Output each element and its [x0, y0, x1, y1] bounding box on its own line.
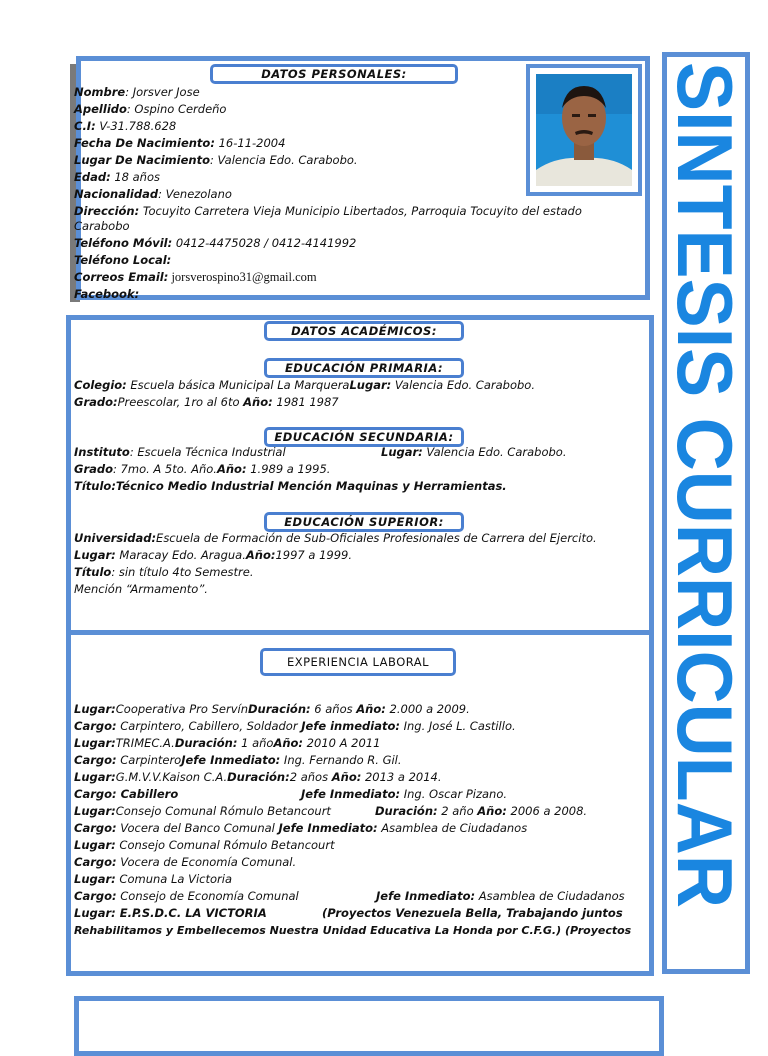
- personal-data-header-text: DATOS PERSONALES:: [261, 67, 407, 81]
- titulo-label: Título:: [74, 479, 116, 493]
- colegio-row: [74, 377, 535, 394]
- experience-header: [260, 648, 456, 676]
- exp-l5-duracion-label: Duración:: [227, 770, 290, 784]
- side-title-text: SINTESIS CURRICULAR: [661, 62, 749, 960]
- primaria-header-text: EDUCACIÓN PRIMARIA:: [284, 361, 444, 375]
- nombre-label: Nombre: [74, 85, 126, 99]
- exp-l7-value: Consejo Comunal Rómulo Betancourt: [115, 804, 331, 818]
- exp-l1-ano-label: Año:: [356, 702, 386, 716]
- exp-l5-ano: 2013 a 2014.: [361, 770, 442, 784]
- apellido-row: [74, 101, 226, 118]
- exp-l2-value: Carpintero, Cabillero, Soldador: [116, 719, 302, 733]
- exp-row-11: [74, 871, 232, 888]
- grado-value: Preescolar, 1ro al 6to: [117, 395, 244, 409]
- ci-row: [74, 118, 176, 135]
- exp-row-7: [74, 803, 331, 820]
- grado2-ano-label: Año:: [216, 462, 247, 476]
- ci-label: C.I:: [74, 119, 96, 133]
- exp-l12-value: Consejo de Economía Comunal: [116, 889, 299, 903]
- movil-value: 0412-4475028 / 0412-4141992: [172, 236, 357, 250]
- nombre-row: [74, 84, 200, 101]
- exp-l5-label: Lugar:: [74, 770, 116, 784]
- exp-l3-label: Lugar:: [74, 736, 116, 750]
- profile-photo: [536, 74, 632, 186]
- exp-row-5: [74, 769, 442, 786]
- grado-ano-label: Año:: [243, 395, 273, 409]
- secundaria-header-text: EDUCACIÓN SECUNDARIA:: [274, 430, 454, 444]
- correo-row: [74, 269, 317, 286]
- nacionalidad-row: [74, 186, 232, 203]
- uni-titulo-label: Título: [74, 565, 112, 579]
- nombre-value: : Jorsver Jose: [125, 85, 200, 99]
- direccion-value: Tocuyito Carretera Vieja Municipio Libertados, Parroquia Tocuyito del estado: [139, 204, 582, 218]
- telefono-local-row: [74, 252, 171, 269]
- correo-label: Correos Email:: [74, 270, 169, 284]
- exp-l1-duracion: 6 años: [310, 702, 357, 716]
- grado-ano-value: 1981 1987: [272, 395, 339, 409]
- academic-data-header-text: DATOS ACADÉMICOS:: [291, 324, 437, 338]
- instituto-row: [74, 444, 286, 461]
- exp-l1-label: Lugar:: [74, 702, 116, 716]
- exp-l14-value: Rehabilitamos y Embellecemos Nuestra Unidad Educativa La Honda por C.F.G.) (Proyectos: [74, 924, 632, 937]
- exp-l8-jefe-label: Jefe Inmediato:: [278, 821, 378, 835]
- exp-l5-value: G.M.V.V.Kaison C.A.: [115, 770, 228, 784]
- exp-row-13-proyectos: [322, 905, 623, 922]
- exp-row-3: [74, 735, 380, 752]
- next-section-box: [74, 996, 664, 1056]
- exp-l13-proyectos: (Proyectos Venezuela Bella, Trabajando juntos: [322, 906, 623, 920]
- fecha-label: Fecha De Nacimiento:: [74, 136, 215, 150]
- exp-l4-value: Carpintero: [116, 753, 182, 767]
- exp-l3-value: TRIMEC.A.: [115, 736, 175, 750]
- colegio-value: Escuela básica Municipal La Marquera: [126, 378, 350, 392]
- primaria-header: [264, 358, 464, 378]
- exp-l7-ano: 2006 a 2008.: [506, 804, 588, 818]
- lugar-nacimiento-value: : Valencia Edo. Carabobo.: [209, 153, 358, 167]
- movil-row: [74, 235, 356, 252]
- grado-row: [74, 394, 339, 411]
- exp-l4-label: Cargo:: [74, 753, 117, 767]
- exp-l8-value: Vocera del Banco Comunal: [116, 821, 279, 835]
- grado-label: Grado:: [74, 395, 118, 409]
- exp-l1-ano: 2.000 a 2009.: [385, 702, 470, 716]
- exp-l6-jefe-label: Jefe Inmediato:: [301, 787, 401, 801]
- mencion-value: Mención “Armamento”.: [74, 582, 208, 596]
- exp-row-6-jefe: [301, 786, 507, 803]
- fecha-row: [74, 135, 285, 152]
- superior-header-text: EDUCACIÓN SUPERIOR:: [284, 515, 444, 529]
- exp-row-2: [74, 718, 516, 735]
- exp-l11-value: Comuna La Victoria: [115, 872, 232, 886]
- nacionalidad-label: Nacionalidad: [74, 187, 159, 201]
- instituto-lugar-label: Lugar:: [381, 445, 423, 459]
- facebook-label: Facebook:: [74, 287, 140, 301]
- exp-row-9: [74, 837, 335, 854]
- exp-l2-label: Cargo:: [74, 719, 117, 733]
- edad-value: 18 años: [110, 170, 160, 184]
- grado2-row: [74, 461, 330, 478]
- apellido-label: Apellido: [74, 102, 127, 116]
- uni-ano-value: 1997 a 1999.: [275, 548, 352, 562]
- exp-l2-jefe-label: Jefe inmediato:: [301, 719, 400, 733]
- colegio-lugar-value: Valencia Edo. Carabobo.: [391, 378, 535, 392]
- exp-row-6: [74, 786, 178, 803]
- exp-l10-value: Vocera de Economía Comunal.: [116, 855, 297, 869]
- exp-l1-value: Cooperativa Pro Servín: [115, 702, 248, 716]
- titulo-value: Técnico Medio Industrial Mención Maquinas y Herramientas.: [115, 479, 507, 493]
- facebook-row: [74, 286, 139, 303]
- colegio-lugar-label: Lugar:: [349, 378, 392, 392]
- exp-l3-ano: 2010 A 2011: [303, 736, 381, 750]
- direccion-row: [74, 203, 582, 220]
- instituto-label: Instituto: [74, 445, 130, 459]
- exp-l8-label: Cargo:: [74, 821, 117, 835]
- ci-value: V-31.788.628: [95, 119, 177, 133]
- exp-l3-ano-label: Año:: [273, 736, 304, 750]
- exp-l12-label: Cargo:: [74, 889, 117, 903]
- uni-ano-label: Año:: [245, 548, 276, 562]
- exp-row-14: [74, 922, 631, 939]
- colegio-label: Colegio:: [74, 378, 127, 392]
- titulo-row: [74, 478, 507, 495]
- direccion-label: Dirección:: [74, 204, 140, 218]
- instituto-lugar: [381, 444, 567, 461]
- direccion-cont-row: [74, 218, 130, 235]
- uni-titulo-row: [74, 564, 254, 581]
- exp-row-1: [74, 701, 470, 718]
- exp-l8-jefe: Asamblea de Ciudadanos: [377, 821, 528, 835]
- exp-row-10: [74, 854, 296, 871]
- exp-l3-duracion-label: Duración:: [174, 736, 238, 750]
- exp-l7-ano-label: Año:: [477, 804, 507, 818]
- instituto-value: : Escuela Técnica Industrial: [129, 445, 286, 459]
- direccion-cont-value: Carabobo: [74, 219, 130, 233]
- lugar-nacimiento-row: [74, 152, 358, 169]
- experience-header-text: EXPERIENCIA LABORAL: [286, 655, 430, 669]
- exp-l6-jefe: Ing. Oscar Pizano.: [400, 787, 508, 801]
- personal-data-header: [210, 64, 458, 84]
- telefono-local-label: Teléfono Local:: [74, 253, 172, 267]
- fecha-value: 16-11-2004: [214, 136, 286, 150]
- grado2-ano-value: 1.989 a 1995.: [246, 462, 331, 476]
- exp-l5-ano-label: Año:: [331, 770, 362, 784]
- nacionalidad-value: : Venezolano: [158, 187, 232, 201]
- uni-lugar-value: Maracay Edo. Aragua.: [115, 548, 246, 562]
- universidad-value: Escuela de Formación de Sub-Oficiales Profesionales de Carrera del Ejercito.: [156, 531, 597, 545]
- exp-l11-label: Lugar:: [74, 872, 116, 886]
- movil-label: Teléfono Móvil:: [74, 236, 173, 250]
- exp-l13-label: Lugar: E.P.S.D.C. LA VICTORIA: [74, 906, 267, 920]
- exp-l4-jefe: Ing. Fernando R. Gil.: [280, 753, 402, 767]
- uni-titulo-value: : sin título 4to Semestre.: [111, 565, 254, 579]
- exp-row-12: [74, 888, 299, 905]
- instituto-lugar-value: Valencia Edo. Carabobo.: [422, 445, 567, 459]
- mencion-row: [74, 581, 208, 598]
- exp-l7-duracion: 2 año: [437, 804, 478, 818]
- lugar-nacimiento-label: Lugar De Nacimiento: [74, 153, 210, 167]
- exp-row-7-duracion: [375, 803, 587, 820]
- exp-l7-duracion-label: Duración:: [375, 804, 438, 818]
- profile-photo-frame: [526, 64, 642, 196]
- exp-l4-jefe-label: Jefe Inmediato:: [181, 753, 281, 767]
- grado2-label: Grado: [74, 462, 114, 476]
- correo-value[interactable]: jorsverospino31@gmail.com: [168, 270, 317, 284]
- exp-l6-label: Cargo: Cabillero: [74, 787, 179, 801]
- exp-l12-jefe-label: Jefe Inmediato:: [376, 889, 476, 903]
- grado2-value: : 7mo. A 5to. Año.: [113, 462, 217, 476]
- apellido-value: : Ospino Cerdeño: [126, 102, 227, 116]
- side-title: [661, 62, 749, 960]
- universidad-row: [74, 530, 597, 547]
- superior-header: [264, 512, 464, 532]
- exp-row-8: [74, 820, 527, 837]
- exp-l2-jefe: Ing. José L. Castillo.: [399, 719, 516, 733]
- exp-l9-value: Consejo Comunal Rómulo Betancourt: [115, 838, 335, 852]
- exp-row-4: [74, 752, 402, 769]
- universidad-label: Universidad:: [74, 531, 157, 545]
- exp-l1-duracion-label: Duración:: [248, 702, 311, 716]
- edad-row: [74, 169, 160, 186]
- exp-l7-label: Lugar:: [74, 804, 116, 818]
- uni-lugar-row: [74, 547, 352, 564]
- exp-l3-duracion: 1 año: [237, 736, 274, 750]
- academic-data-header: [264, 321, 464, 341]
- exp-l12-jefe: Asamblea de Ciudadanos: [475, 889, 625, 903]
- uni-lugar-label: Lugar:: [74, 548, 116, 562]
- exp-l9-label: Lugar:: [74, 838, 116, 852]
- edad-label: Edad:: [74, 170, 111, 184]
- exp-row-13: [74, 905, 267, 922]
- exp-l5-duracion: 2 años: [289, 770, 332, 784]
- exp-row-12-jefe: [376, 888, 625, 905]
- exp-l10-label: Cargo:: [74, 855, 117, 869]
